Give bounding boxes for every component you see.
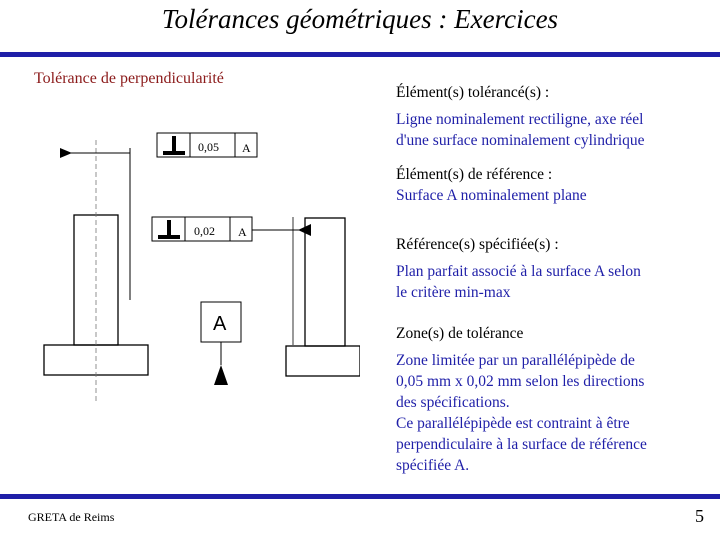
section-line: des spécifications. [396, 394, 510, 411]
section-line: spécifiée A. [396, 457, 470, 474]
exercise-subtitle: Tolérance de perpendicularité [34, 70, 224, 87]
perpendicularity-icon [158, 220, 180, 239]
frame-2-datum: A [238, 225, 247, 239]
section-heading: Élément(s) de référence : [396, 166, 553, 183]
frame-2-value: 0,02 [194, 224, 215, 238]
datum-label: A [213, 313, 227, 335]
title-divider [0, 52, 720, 57]
section-line: Ce parallélépipède est contraint à être [396, 415, 630, 432]
footer-divider [0, 494, 720, 499]
section-tolerance-zone [396, 323, 647, 476]
page-number: 5 [695, 506, 704, 526]
section-line: 0,05 mm x 0,02 mm selon les directions [396, 373, 645, 390]
footer-organization: GRETA de Reims [28, 510, 115, 524]
frame-1-datum: A [242, 141, 251, 155]
section-heading: Élément(s) tolérancé(s) : [396, 84, 550, 101]
leader-arrow-1 [60, 148, 72, 158]
section-line: Plan parfait associé à la surface A selon [396, 263, 641, 280]
section-line: perpendiculaire à la surface de référence [396, 436, 647, 453]
section-heading: Référence(s) spécifiée(s) : [396, 236, 559, 253]
leader-frame-1 [60, 148, 130, 300]
section-line: Zone limitée par un parallélépipède de [396, 352, 635, 369]
section-toleranced-element [396, 82, 645, 151]
perpendicularity-icon [163, 136, 185, 155]
section-reference-element [396, 164, 587, 206]
section-line: Ligne nominalement rectiligne, axe réel [396, 111, 644, 128]
slide-title: Tolérances géométriques : Exercices [161, 4, 559, 34]
perpendicularity-drawing [30, 120, 360, 410]
datum-triangle-icon [214, 365, 228, 385]
control-frame-1 [157, 133, 257, 157]
control-frame-2 [152, 217, 252, 241]
section-heading: Zone(s) de tolérance [396, 325, 524, 342]
frame-1-value: 0,05 [198, 140, 219, 154]
part-side-view [286, 218, 360, 376]
section-line: Surface A nominalement plane [396, 187, 587, 204]
section-specified-reference [396, 234, 641, 303]
section-line: d'une surface nominalement cylindrique [396, 132, 645, 149]
section-line: le critère min-max [396, 284, 511, 301]
